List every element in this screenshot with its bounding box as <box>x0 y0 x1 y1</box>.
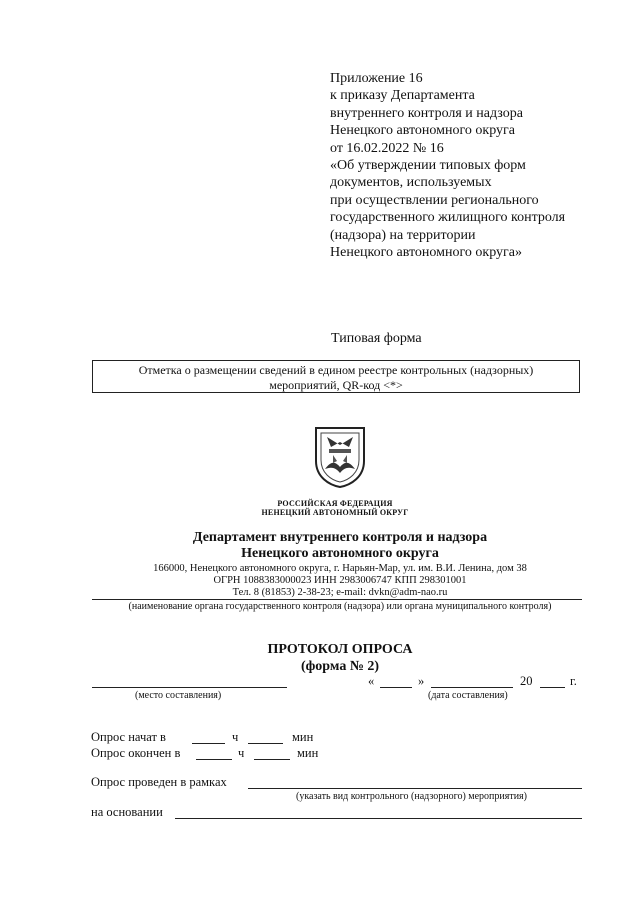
end-hour-label: ч <box>238 746 245 760</box>
day-field[interactable] <box>380 687 412 688</box>
department-contacts: Тел. 8 (81853) 2-38-23; e-mail: dvkn@adm-nao.ru <box>232 587 448 598</box>
department-requisites: ОГРН 1088383000023 ИНН 2983006747 КПП 298301001 <box>213 575 467 586</box>
scope-label: Опрос проведен в рамках <box>91 775 227 789</box>
year-field[interactable] <box>540 687 565 688</box>
appendix-line: «Об утверждении типовых форм <box>330 158 526 174</box>
scope-caption: (указать вид контрольного (надзорного) мероприятия) <box>296 791 527 802</box>
appendix-line: к приказу Департамента <box>330 88 475 104</box>
start-min-label: мин <box>292 730 314 744</box>
year-prefix: 20 <box>520 674 533 688</box>
basis-field[interactable] <box>175 818 582 819</box>
department-name-line-2: Ненецкого автономного округа <box>241 546 439 561</box>
appendix-line: Ненецкого автономного округа» <box>330 245 522 261</box>
year-suffix: г. <box>570 674 577 688</box>
protocol-subtitle: (форма № 2) <box>300 659 380 674</box>
place-caption: (место составления) <box>135 690 222 701</box>
appendix-line: государственного жилищного контроля <box>330 210 566 226</box>
notice-line-1: Отметка о размещении сведений в едином реестре контрольных (надзорных) <box>138 363 534 377</box>
month-field[interactable] <box>431 687 513 688</box>
appendix-line: документов, используемых <box>330 175 492 191</box>
basis-label: на основании <box>91 805 163 819</box>
appendix-line: от 16.02.2022 № 16 <box>330 140 444 156</box>
protocol-title: ПРОТОКОЛ ОПРОСА <box>267 642 413 657</box>
end-label: Опрос окончен в <box>91 746 181 760</box>
appendix-line: (надзора) на территории <box>330 227 476 243</box>
start-label: Опрос начат в <box>91 730 166 744</box>
date-caption: (дата составления) <box>428 690 508 701</box>
appendix-block <box>330 70 630 261</box>
header-divider <box>92 599 582 600</box>
registry-notice-box <box>92 360 580 393</box>
end-min-field[interactable] <box>254 759 290 760</box>
notice-line-2: мероприятий, QR-код <*> <box>269 378 403 392</box>
form-type-label: Типовая форма <box>331 331 422 346</box>
department-name-line-1: Департамент внутреннего контроля и надзора <box>192 530 488 545</box>
rf-line-2: НЕНЕЦКИЙ АВТОНОМНЫЙ ОКРУГ <box>261 508 409 517</box>
appendix-line: Ненецкого автономного округа <box>330 123 515 139</box>
quote-open: « <box>368 674 375 688</box>
quote-close: » <box>418 674 425 688</box>
appendix-line: при осуществлении регионального <box>330 192 539 208</box>
org-caption: (наименование органа государственного контроля (надзора) или органа муниципального контроля) <box>128 601 552 612</box>
start-hour-field[interactable] <box>192 743 225 744</box>
start-hour-label: ч <box>232 730 239 744</box>
end-min-label: мин <box>297 746 319 760</box>
department-address: 166000, Ненецкого автономного округа, г. Нарьян-Мар, ул. им. В.И. Ленина, дом 38 <box>153 563 527 574</box>
appendix-line: внутреннего контроля и надзора <box>330 105 523 121</box>
end-hour-field[interactable] <box>196 759 232 760</box>
appendix-line: Приложение 16 <box>330 71 423 86</box>
start-min-field[interactable] <box>248 743 283 744</box>
scope-field[interactable] <box>248 788 582 789</box>
rf-line-1: РОССИЙСКАЯ ФЕДЕРАЦИЯ <box>277 499 393 508</box>
place-field[interactable] <box>92 687 287 688</box>
coat-of-arms-icon <box>313 425 367 489</box>
